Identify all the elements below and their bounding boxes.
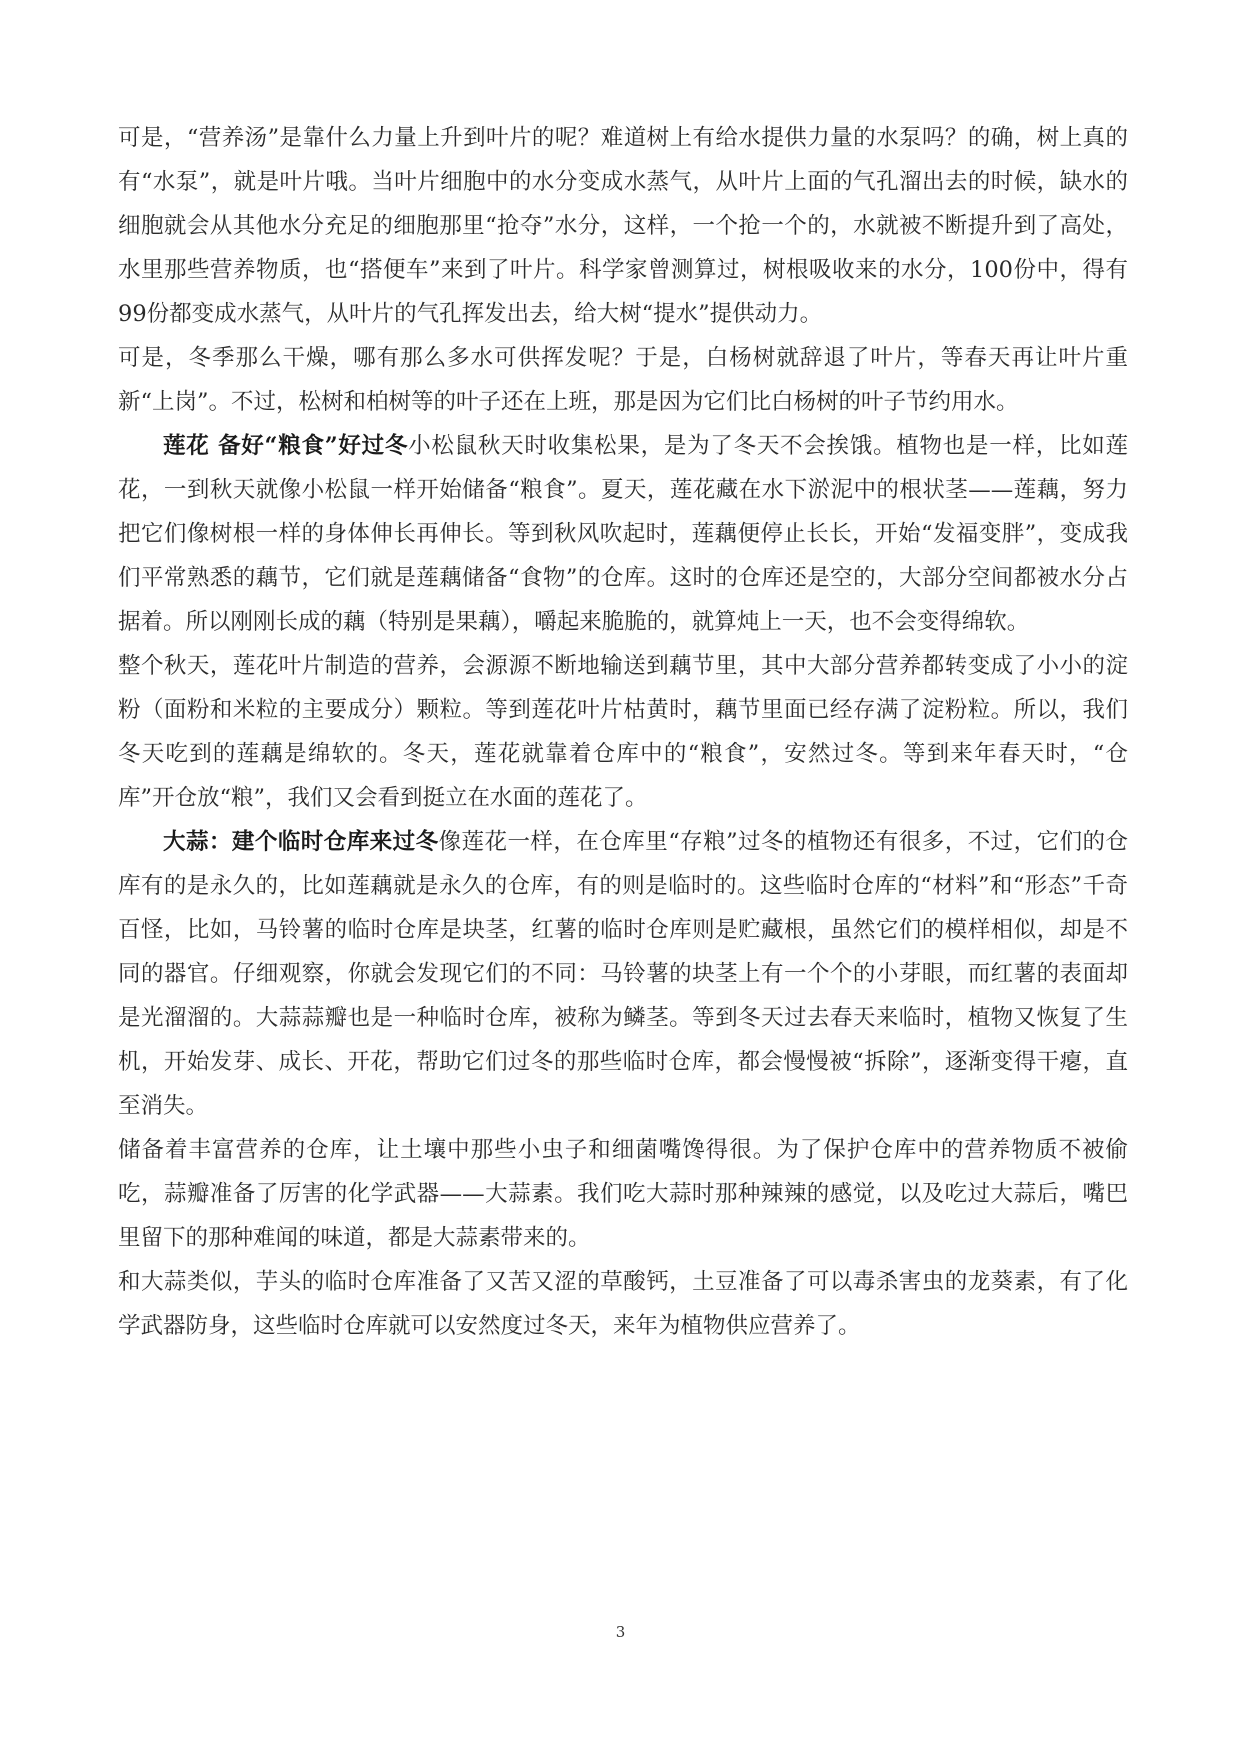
article-body [118, 116, 1128, 1348]
paragraph-1 [118, 116, 1128, 336]
paragraph-6-text: 储备着丰富营养的仓库，让土壤中那些小虫子和细菌嘴馋得很。为了保护仓库中的营养物质不被偷吃，蒜瓣准备了厉害的化学武器——大蒜素。我们吃大蒜时那种辣辣的感觉，以及吃过大蒜后，嘴巴里留下的那种难闻的味道，都是大蒜素带来的。 [118, 1137, 1128, 1251]
page-number: 3 [615, 1623, 626, 1641]
paragraph-6 [118, 1128, 1128, 1260]
paragraph-2-text: 可是，冬季那么干燥，哪有那么多水可供挥发呢？于是，白杨树就辞退了叶片，等春天再让叶片重新“上岗”。不过，松树和柏树等的叶子还在上班，那是因为它们比白杨树的叶子节约用水。 [118, 345, 1128, 415]
paragraph-3-text: 小松鼠秋天时收集松果，是为了冬天不会挨饿。植物也是一样，比如莲花，一到秋天就像小松鼠一样开始储备“粮食”。夏天，莲花藏在水下淤泥中的根状茎——莲藕，努力把它们像树根一样的身体伸长再伸长。等到秋风吹起时，莲藕便停止长长，开始“发福变胖”，变成我们平常熟悉的藕节，它们就是莲藕储备“食物”的仓库。这时的仓库还是空的，大部分空间都被水分占据着。所以刚刚长成的藕（特别是果藕），嚼起来脆脆的，就算炖上一天，也不会变得绵软。 [118, 433, 1128, 635]
paragraph-7-text: 和大蒜类似，芋头的临时仓库准备了又苦又涩的草酸钙，土豆准备了可以毒杀害虫的龙葵素，有了化学武器防身，这些临时仓库就可以安然度过冬天，来年为植物供应营养了。 [118, 1269, 1128, 1339]
paragraph-5 [118, 820, 1128, 1128]
paragraph-1-text: 可是，“营养汤”是靠什么力量上升到叶片的呢？难道树上有给水提供力量的水泵吗？的确，树上真的有“水泵”，就是叶片哦。当叶片细胞中的水分变成水蒸气，从叶片上面的气孔溜出去的时候，缺水的细胞就会从其他水分充足的细胞那里“抢夺”水分，这样，一个抢一个的，水就被不断提升到了高处，水里那些营养物质，也“搭便车”来到了叶片。科学家曾测算过，树根吸收来的水分，100份中，得有99份都变成水蒸气，从叶片的气孔挥发出去，给大树“提水”提供动力。 [118, 125, 1128, 327]
paragraph-2 [118, 336, 1128, 424]
paragraph-5-text: 像莲花一样，在仓库里“存粮”过冬的植物还有很多，不过，它们的仓库有的是永久的，比如莲藕就是永久的仓库，有的则是临时的。这些临时仓库的“材料”和“形态”千奇百怪，比如，马铃薯的临时仓库是块茎，红薯的临时仓库则是贮藏根，虽然它们的模样相似，却是不同的器官。仔细观察，你就会发现它们的不同：马铃薯的块茎上有一个个的小芽眼，而红薯的表面却是光溜溜的。大蒜蒜瓣也是一种临时仓库，被称为鳞茎。等到冬天过去春天来临时，植物又恢复了生机，开始发芽、成长、开花，帮助它们过冬的那些临时仓库，都会慢慢被“拆除”，逐渐变得干瘪，直至消失。 [118, 829, 1128, 1119]
section-heading-lotus: 莲花 备好“粮食”好过冬 [163, 433, 409, 459]
paragraph-3 [118, 424, 1128, 644]
paragraph-4-text: 整个秋天，莲花叶片制造的营养，会源源不断地输送到藕节里，其中大部分营养都转变成了小小的淀粉（面粉和米粒的主要成分）颗粒。等到莲花叶片枯黄时，藕节里面已经存满了淀粉粒。所以，我们冬天吃到的莲藕是绵软的。冬天，莲花就靠着仓库中的“粮食”，安然过冬。等到来年春天时，“仓库”开仓放“粮”，我们又会看到挺立在水面的莲花了。 [118, 653, 1128, 811]
paragraph-4 [118, 644, 1128, 820]
paragraph-7 [118, 1260, 1128, 1348]
section-heading-garlic: 大蒜：建个临时仓库来过冬 [163, 829, 439, 855]
